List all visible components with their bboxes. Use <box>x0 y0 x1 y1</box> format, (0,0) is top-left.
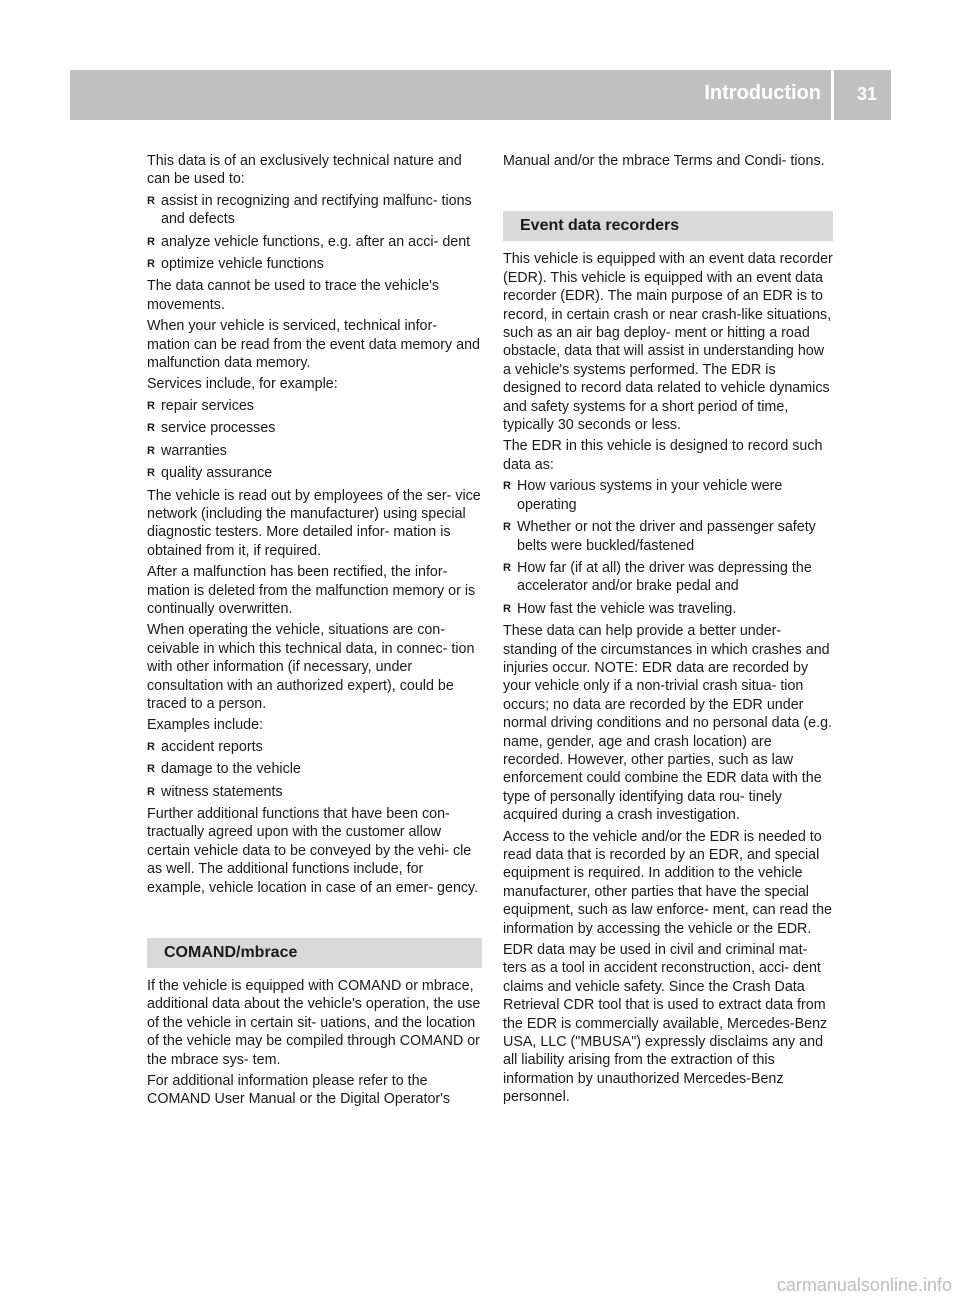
bullet-list <box>147 738 482 801</box>
paragraph: Services include, for example: <box>147 376 338 393</box>
paragraph: Examples include: <box>147 717 264 734</box>
bullet-icon: R <box>147 785 155 798</box>
bullet-list <box>147 192 482 274</box>
list-item: R optimize vehicle functions <box>147 256 324 273</box>
bullet-icon: R <box>147 194 155 207</box>
bullet-icon: R <box>147 740 155 753</box>
chapter-title: Introduction <box>704 82 821 104</box>
right-column <box>503 152 833 1110</box>
page-number: 31 <box>856 84 877 104</box>
paragraph: Access to the vehicle and/or the EDR is needed to read data that is recorded by an EDR, and special equipment is required. In addition to the vehicle manufacturer, other parties that have the special equipment, such as law enforce- ment, can read the information by accessing the vehicle or the EDR. <box>503 828 833 937</box>
section-heading-comand-mbrace: COMAND/mbrace <box>147 938 482 968</box>
paragraph: If the vehicle is equipped with COMAND or mbrace, additional data about the vehicle's operation, the use of the vehicle in certain sit- uations, and the location of the vehicle may be compiled through COMAND or the mbrace sys- tem. <box>147 978 481 1068</box>
paragraph: EDR data may be used in civil and criminal mat- ters as a tool in accident reconstruction, acci- dent claims and vehicle safety. Since the Crash Data Retrieval CDR tool that is used to extract data from the EDR is commercially available, Mercedes-Benz USA, LLC ("MBUSA") expressly disclaims any and all liability arising from the extraction of this information by unauthorized Mercedes-Benz personnel. <box>503 942 828 1106</box>
list-item: R warranties <box>147 442 227 459</box>
bullet-icon: R <box>503 480 511 493</box>
list-item: R How far (if at all) the driver was depressing the accelerator and/or brake pedal and <box>503 559 812 595</box>
bullet-icon: R <box>147 763 155 776</box>
list-item: R repair services <box>147 397 254 414</box>
list-item: R service processes <box>147 420 276 437</box>
page-header <box>70 70 891 120</box>
bullet-icon: R <box>147 444 155 457</box>
watermark: carmanualsonline.info <box>776 1275 952 1295</box>
bullet-icon: R <box>147 258 155 271</box>
list-item: R quality assurance <box>147 465 273 482</box>
paragraph: This data is of an exclusively technical nature and can be used to: <box>147 153 462 188</box>
paragraph: Further additional functions that have been con- tractually agreed upon with the customer allow certain vehicle data to be conveyed by the vehi- cle as well. The additional functions include, for example, vehicle location in case of an emer- gency. <box>147 806 479 896</box>
list-item: R How fast the vehicle was traveling. <box>503 600 737 617</box>
bullet-icon: R <box>503 602 511 615</box>
bullet-icon: R <box>503 561 511 574</box>
bullet-list <box>147 397 482 483</box>
paragraph: This vehicle is equipped with an event data recorder (EDR). This vehicle is equipped with an event data recorder (EDR). The main purpose of an EDR is to record, in certain crash or near crash-like situations, such as an air bag deploy- ment or hitting a road obstacle, data that will assist in understanding how a vehicle's systems performed. The EDR is designed to record data related to vehicle dynamics and safety systems for a short period of time, typically 30 seconds or less. <box>503 251 833 434</box>
list-item: R witness statements <box>147 783 283 800</box>
bullet-icon: R <box>147 235 155 248</box>
paragraph: For additional information please refer to the COMAND User Manual or the Digital Operator's <box>147 1073 451 1108</box>
section-heading-event-data-recorders: Event data recorders <box>503 211 833 241</box>
paragraph: These data can help provide a better under- standing of the circumstances in which crashes and injuries occur. NOTE: EDR data are recorded by your vehicle only if a non-trivial crash situa- tion occurs; no data are recorded by the EDR under normal driving conditions and no personal data (e.g. name, gender, age and crash location) are recorded. However, other parties, such as law enforcement could combine the EDR data with the type of personally identifying data rou- tinely acquired during a crash investigation. <box>503 623 833 824</box>
left-column <box>147 152 482 1112</box>
list-item: R assist in recognizing and rectifying malfunc- tions and defects <box>147 192 472 228</box>
paragraph: After a malfunction has been rectified, the infor- mation is deleted from the malfunction memory or is continually overwritten. <box>147 564 476 617</box>
paragraph: The EDR in this vehicle is designed to record such data as: <box>503 438 823 473</box>
bullet-icon: R <box>503 521 511 534</box>
bullet-icon: R <box>147 467 155 480</box>
paragraph: The vehicle is read out by employees of the ser- vice network (including the manufacturer) using special diagnostic testers. More detailed infor- mation is obtained from it, if required. <box>147 487 481 559</box>
list-item: R Whether or not the driver and passenger safety belts were buckled/fastened <box>503 519 816 554</box>
paragraph: When operating the vehicle, situations are con- ceivable in which this technical data, in connec- tion with other information (if necessary, under consultation with an authorized expert), could be traced to a person. <box>147 622 475 712</box>
bullet-list <box>503 477 833 618</box>
paragraph: When your vehicle is serviced, technical infor- mation can be read from the event data memory and malfunction data memory. <box>147 318 480 372</box>
list-item: R damage to the vehicle <box>147 761 301 778</box>
paragraph: The data cannot be used to trace the vehicle's movements. <box>147 278 440 313</box>
header-divider <box>831 70 834 120</box>
bullet-icon: R <box>147 399 155 412</box>
bullet-icon: R <box>147 422 155 435</box>
list-item: R accident reports <box>147 738 263 755</box>
list-item: R How various systems in your vehicle were operating <box>503 478 783 513</box>
list-item: R analyze vehicle functions, e.g. after an acci- dent <box>147 233 471 250</box>
paragraph: Manual and/or the mbrace Terms and Condi- tions. <box>503 153 825 169</box>
